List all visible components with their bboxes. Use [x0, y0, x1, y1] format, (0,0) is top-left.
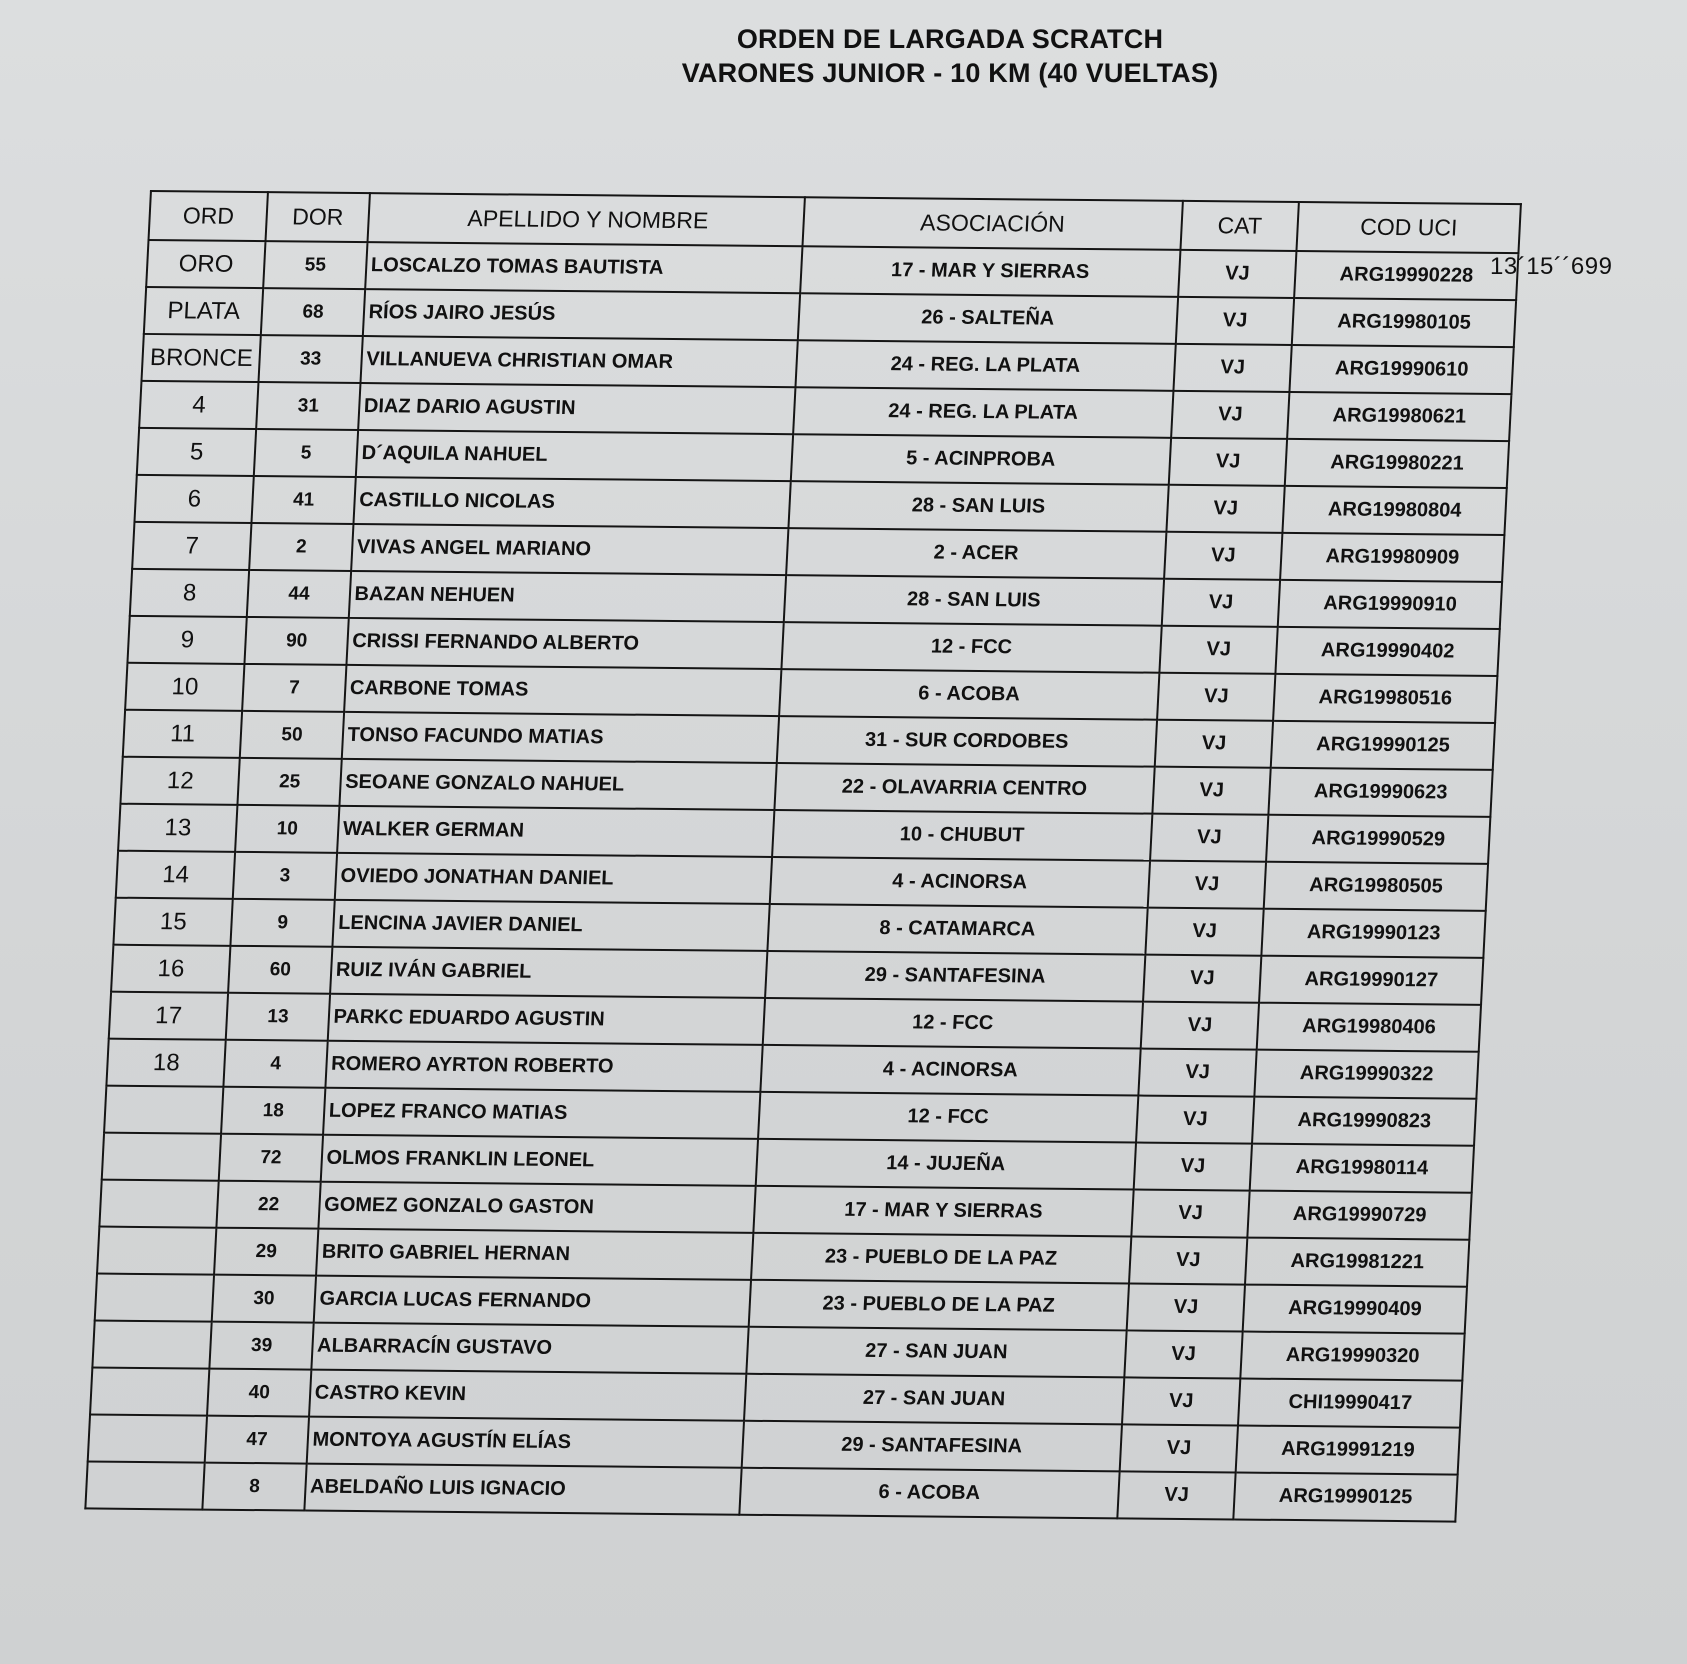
cell-ord: 5 [137, 428, 257, 476]
cell-ord: 6 [134, 475, 254, 523]
cell-ord [97, 1227, 217, 1275]
header-assoc: ASOCIACIÓN [802, 197, 1182, 250]
cell-name: VIVAS ANGEL MARIANO [351, 524, 789, 575]
cell-cat: VJ [1117, 1471, 1236, 1519]
cell-ord: 8 [130, 569, 250, 617]
cell-name: GOMEZ GONZALO GASTON [318, 1182, 756, 1233]
cell-uci: ARG19980909 [1280, 533, 1504, 582]
cell-name: WALKER GERMAN [337, 806, 775, 857]
cell-uci: ARG19980505 [1264, 862, 1488, 911]
cell-dor: 5 [254, 429, 357, 477]
cell-name: OVIEDO JONATHAN DANIEL [334, 853, 772, 904]
header-name: APELLIDO Y NOMBRE [367, 193, 805, 246]
cell-name: PARKC EDUARDO AGUSTIN [327, 994, 765, 1045]
cell-uci: ARG19990823 [1252, 1097, 1476, 1146]
cell-ord [90, 1368, 210, 1416]
cell-cat: VJ [1138, 1049, 1257, 1097]
cell-assoc: 17 - MAR Y SIERRAS [800, 246, 1180, 297]
cell-assoc: 24 - REG. LA PLATA [795, 340, 1175, 391]
cell-ord: BRONCE [141, 334, 261, 382]
cell-assoc: 4 - ACINORSA [770, 857, 1150, 908]
cell-cat: VJ [1145, 908, 1264, 956]
cell-dor: 39 [210, 1322, 313, 1370]
cell-name: RUIZ IVÁN GABRIEL [330, 947, 768, 998]
cell-ord: ORO [146, 240, 266, 288]
cell-cat: VJ [1162, 579, 1281, 627]
cell-cat: VJ [1152, 767, 1271, 815]
cell-ord: 11 [123, 710, 243, 758]
cell-cat: VJ [1157, 673, 1276, 721]
cell-dor: 25 [238, 758, 341, 806]
cell-assoc: 23 - PUEBLO DE LA PAZ [751, 1233, 1131, 1284]
cell-uci: ARG19990529 [1266, 815, 1490, 864]
cell-uci: ARG19990322 [1255, 1050, 1479, 1099]
cell-cat: VJ [1169, 438, 1288, 486]
cell-assoc: 28 - SAN LUIS [784, 575, 1164, 626]
cell-assoc: 4 - ACINORSA [760, 1045, 1140, 1096]
cell-uci: ARG19980105 [1292, 298, 1516, 347]
cell-name: LOSCALZO TOMAS BAUTISTA [365, 242, 803, 293]
cell-assoc: 17 - MAR Y SIERRAS [753, 1186, 1133, 1237]
cell-cat: VJ [1141, 1002, 1260, 1050]
cell-dor: 44 [247, 570, 350, 618]
cell-cat: VJ [1171, 391, 1290, 439]
cell-assoc: 26 - SALTEÑA [798, 293, 1178, 344]
cell-name: CASTRO KEVIN [309, 1370, 747, 1421]
cell-name: SEOANE GONZALO NAHUEL [339, 759, 777, 810]
cell-assoc: 6 - ACOBA [779, 669, 1159, 720]
cell-uci: ARG19990402 [1276, 627, 1500, 676]
cell-uci: ARG19990623 [1269, 768, 1493, 817]
cell-cat: VJ [1148, 861, 1267, 909]
cell-name: LENCINA JAVIER DANIEL [332, 900, 770, 951]
cell-ord: 9 [127, 616, 247, 664]
cell-assoc: 28 - SAN LUIS [788, 481, 1168, 532]
cell-uci: ARG19990610 [1290, 345, 1514, 394]
cell-ord: 18 [106, 1039, 226, 1087]
cell-uci: ARG19980804 [1283, 486, 1507, 535]
cell-cat: VJ [1129, 1236, 1248, 1284]
cell-uci: ARG19990409 [1243, 1285, 1467, 1334]
header-ord: ORD [149, 191, 269, 241]
cell-assoc: 31 - SUR CORDOBES [777, 716, 1157, 767]
cell-ord: PLATA [144, 287, 264, 335]
cell-assoc: 22 - OLAVARRIA CENTRO [774, 763, 1154, 814]
cell-name: DIAZ DARIO AGUSTIN [358, 383, 796, 434]
cell-ord [102, 1133, 222, 1181]
cell-dor: 47 [205, 1416, 308, 1464]
cell-assoc: 12 - FCC [758, 1092, 1138, 1143]
cell-name: ALBARRACÍN GUSTAVO [311, 1323, 749, 1374]
cell-ord: 10 [125, 663, 245, 711]
cell-uci: ARG19980221 [1285, 439, 1509, 488]
start-order-table [84, 190, 1522, 1523]
cell-ord [88, 1414, 208, 1462]
cell-ord [95, 1274, 215, 1322]
cell-assoc: 29 - SANTAFESINA [742, 1421, 1122, 1472]
cell-name: LOPEZ FRANCO MATIAS [323, 1088, 761, 1139]
cell-ord [104, 1086, 224, 1134]
cell-cat: VJ [1176, 297, 1295, 345]
cell-ord: 17 [109, 992, 229, 1040]
winner-time: 13´15´´699 [1490, 253, 1613, 280]
header-uci: COD UCI [1297, 202, 1521, 253]
cell-assoc: 29 - SANTAFESINA [765, 951, 1145, 1002]
cell-cat: VJ [1178, 250, 1297, 298]
cell-cat: VJ [1136, 1096, 1255, 1144]
cell-cat: VJ [1155, 720, 1274, 768]
cell-dor: 55 [264, 241, 367, 289]
cell-dor: 8 [203, 1463, 306, 1511]
cell-uci: ARG19990125 [1234, 1472, 1458, 1521]
cell-uci: ARG19980406 [1257, 1003, 1481, 1052]
cell-cat: VJ [1173, 344, 1292, 392]
cell-ord: 12 [120, 757, 240, 805]
cell-dor: 7 [243, 664, 346, 712]
cell-name: VILLANUEVA CHRISTIAN OMAR [360, 336, 798, 387]
cell-uci: ARG19990320 [1241, 1332, 1465, 1381]
cell-uci: CHI19990417 [1238, 1379, 1462, 1428]
cell-dor: 33 [259, 335, 362, 383]
cell-uci: ARG19980516 [1273, 674, 1497, 723]
cell-name: TONSO FACUNDO MATIAS [341, 712, 779, 763]
cell-cat: VJ [1127, 1283, 1246, 1331]
cell-dor: 40 [208, 1369, 311, 1417]
cell-dor: 90 [245, 617, 348, 665]
header-dor: DOR [266, 192, 370, 242]
cell-assoc: 8 - CATAMARCA [767, 904, 1147, 955]
cell-dor: 4 [224, 1040, 327, 1088]
cell-assoc: 12 - FCC [763, 998, 1143, 1049]
cell-name: ROMERO AYRTON ROBERTO [325, 1041, 763, 1092]
cell-name: BAZAN NEHUEN [348, 571, 786, 622]
cell-ord [85, 1461, 205, 1509]
cell-assoc: 23 - PUEBLO DE LA PAZ [749, 1280, 1129, 1331]
cell-uci: ARG19990127 [1259, 956, 1483, 1005]
cell-assoc: 2 - ACER [786, 528, 1166, 579]
cell-assoc: 14 - JUJEÑA [756, 1139, 1136, 1190]
cell-cat: VJ [1124, 1330, 1243, 1378]
cell-cat: VJ [1164, 532, 1283, 580]
cell-ord: 15 [113, 898, 233, 946]
cell-dor: 29 [215, 1228, 318, 1276]
cell-name: CARBONE TOMAS [344, 665, 782, 716]
cell-ord: 16 [111, 945, 231, 993]
cell-dor: 10 [236, 805, 339, 853]
cell-ord: 13 [118, 804, 238, 852]
cell-cat: VJ [1150, 814, 1269, 862]
cell-assoc: 27 - SAN JUAN [744, 1374, 1124, 1425]
cell-uci: ARG19990123 [1262, 909, 1486, 958]
cell-name: MONTOYA AGUSTÍN ELÍAS [306, 1417, 744, 1468]
table-body [85, 240, 1518, 1522]
cell-uci: ARG19990729 [1248, 1191, 1472, 1240]
cell-uci: ARG19980621 [1287, 392, 1511, 441]
cell-ord: 4 [139, 381, 259, 429]
cell-uci: ARG19990228 [1294, 251, 1518, 300]
cell-name: CRISSI FERNANDO ALBERTO [346, 618, 784, 669]
cell-uci: ARG19990910 [1278, 580, 1502, 629]
cell-ord [92, 1321, 212, 1369]
cell-assoc: 24 - REG. LA PLATA [793, 387, 1173, 438]
cell-dor: 18 [222, 1087, 325, 1135]
cell-cat: VJ [1131, 1189, 1250, 1237]
cell-dor: 60 [229, 946, 332, 994]
cell-uci: ARG19981221 [1245, 1238, 1469, 1287]
cell-cat: VJ [1166, 485, 1285, 533]
cell-assoc: 6 - ACOBA [739, 1468, 1119, 1519]
cell-dor: 68 [261, 288, 364, 336]
cell-dor: 50 [240, 711, 343, 759]
cell-dor: 22 [217, 1181, 320, 1229]
cell-assoc: 27 - SAN JUAN [746, 1327, 1126, 1378]
cell-dor: 9 [231, 899, 334, 947]
document-title [640, 22, 1260, 90]
cell-cat: VJ [1122, 1377, 1241, 1425]
cell-dor: 30 [212, 1275, 315, 1323]
cell-assoc: 12 - FCC [781, 622, 1161, 673]
title-line-2: VARONES JUNIOR - 10 KM (40 VUELTAS) [681, 58, 1219, 88]
cell-uci: ARG19980114 [1250, 1144, 1474, 1193]
cell-name: OLMOS FRANKLIN LEONEL [320, 1135, 758, 1186]
cell-dor: 41 [252, 476, 355, 524]
cell-name: RÍOS JAIRO JESÚS [362, 289, 800, 340]
cell-name: ABELDAÑO LUIS IGNACIO [304, 1464, 742, 1515]
cell-name: D´AQUILA NAHUEL [355, 430, 793, 481]
cell-dor: 3 [233, 852, 336, 900]
cell-name: BRITO GABRIEL HERNAN [316, 1229, 754, 1280]
cell-assoc: 10 - CHUBUT [772, 810, 1152, 861]
cell-dor: 72 [219, 1134, 322, 1182]
cell-name: GARCIA LUCAS FERNANDO [313, 1276, 751, 1327]
cell-cat: VJ [1119, 1424, 1238, 1472]
cell-cat: VJ [1143, 955, 1262, 1003]
cell-dor: 2 [250, 523, 353, 571]
header-cat: CAT [1180, 201, 1299, 251]
cell-uci: ARG19991219 [1236, 1426, 1460, 1475]
cell-ord [99, 1180, 219, 1228]
cell-ord: 7 [132, 522, 252, 570]
cell-ord: 14 [116, 851, 236, 899]
title-line-1: ORDEN DE LARGADA SCRATCH [736, 24, 1164, 54]
cell-dor: 31 [257, 382, 360, 430]
cell-uci: ARG19990125 [1271, 721, 1495, 770]
cell-dor: 13 [226, 993, 329, 1041]
cell-cat: VJ [1134, 1143, 1253, 1191]
cell-assoc: 5 - ACINPROBA [791, 434, 1171, 485]
cell-name: CASTILLO NICOLAS [353, 477, 791, 528]
cell-cat: VJ [1159, 626, 1278, 674]
